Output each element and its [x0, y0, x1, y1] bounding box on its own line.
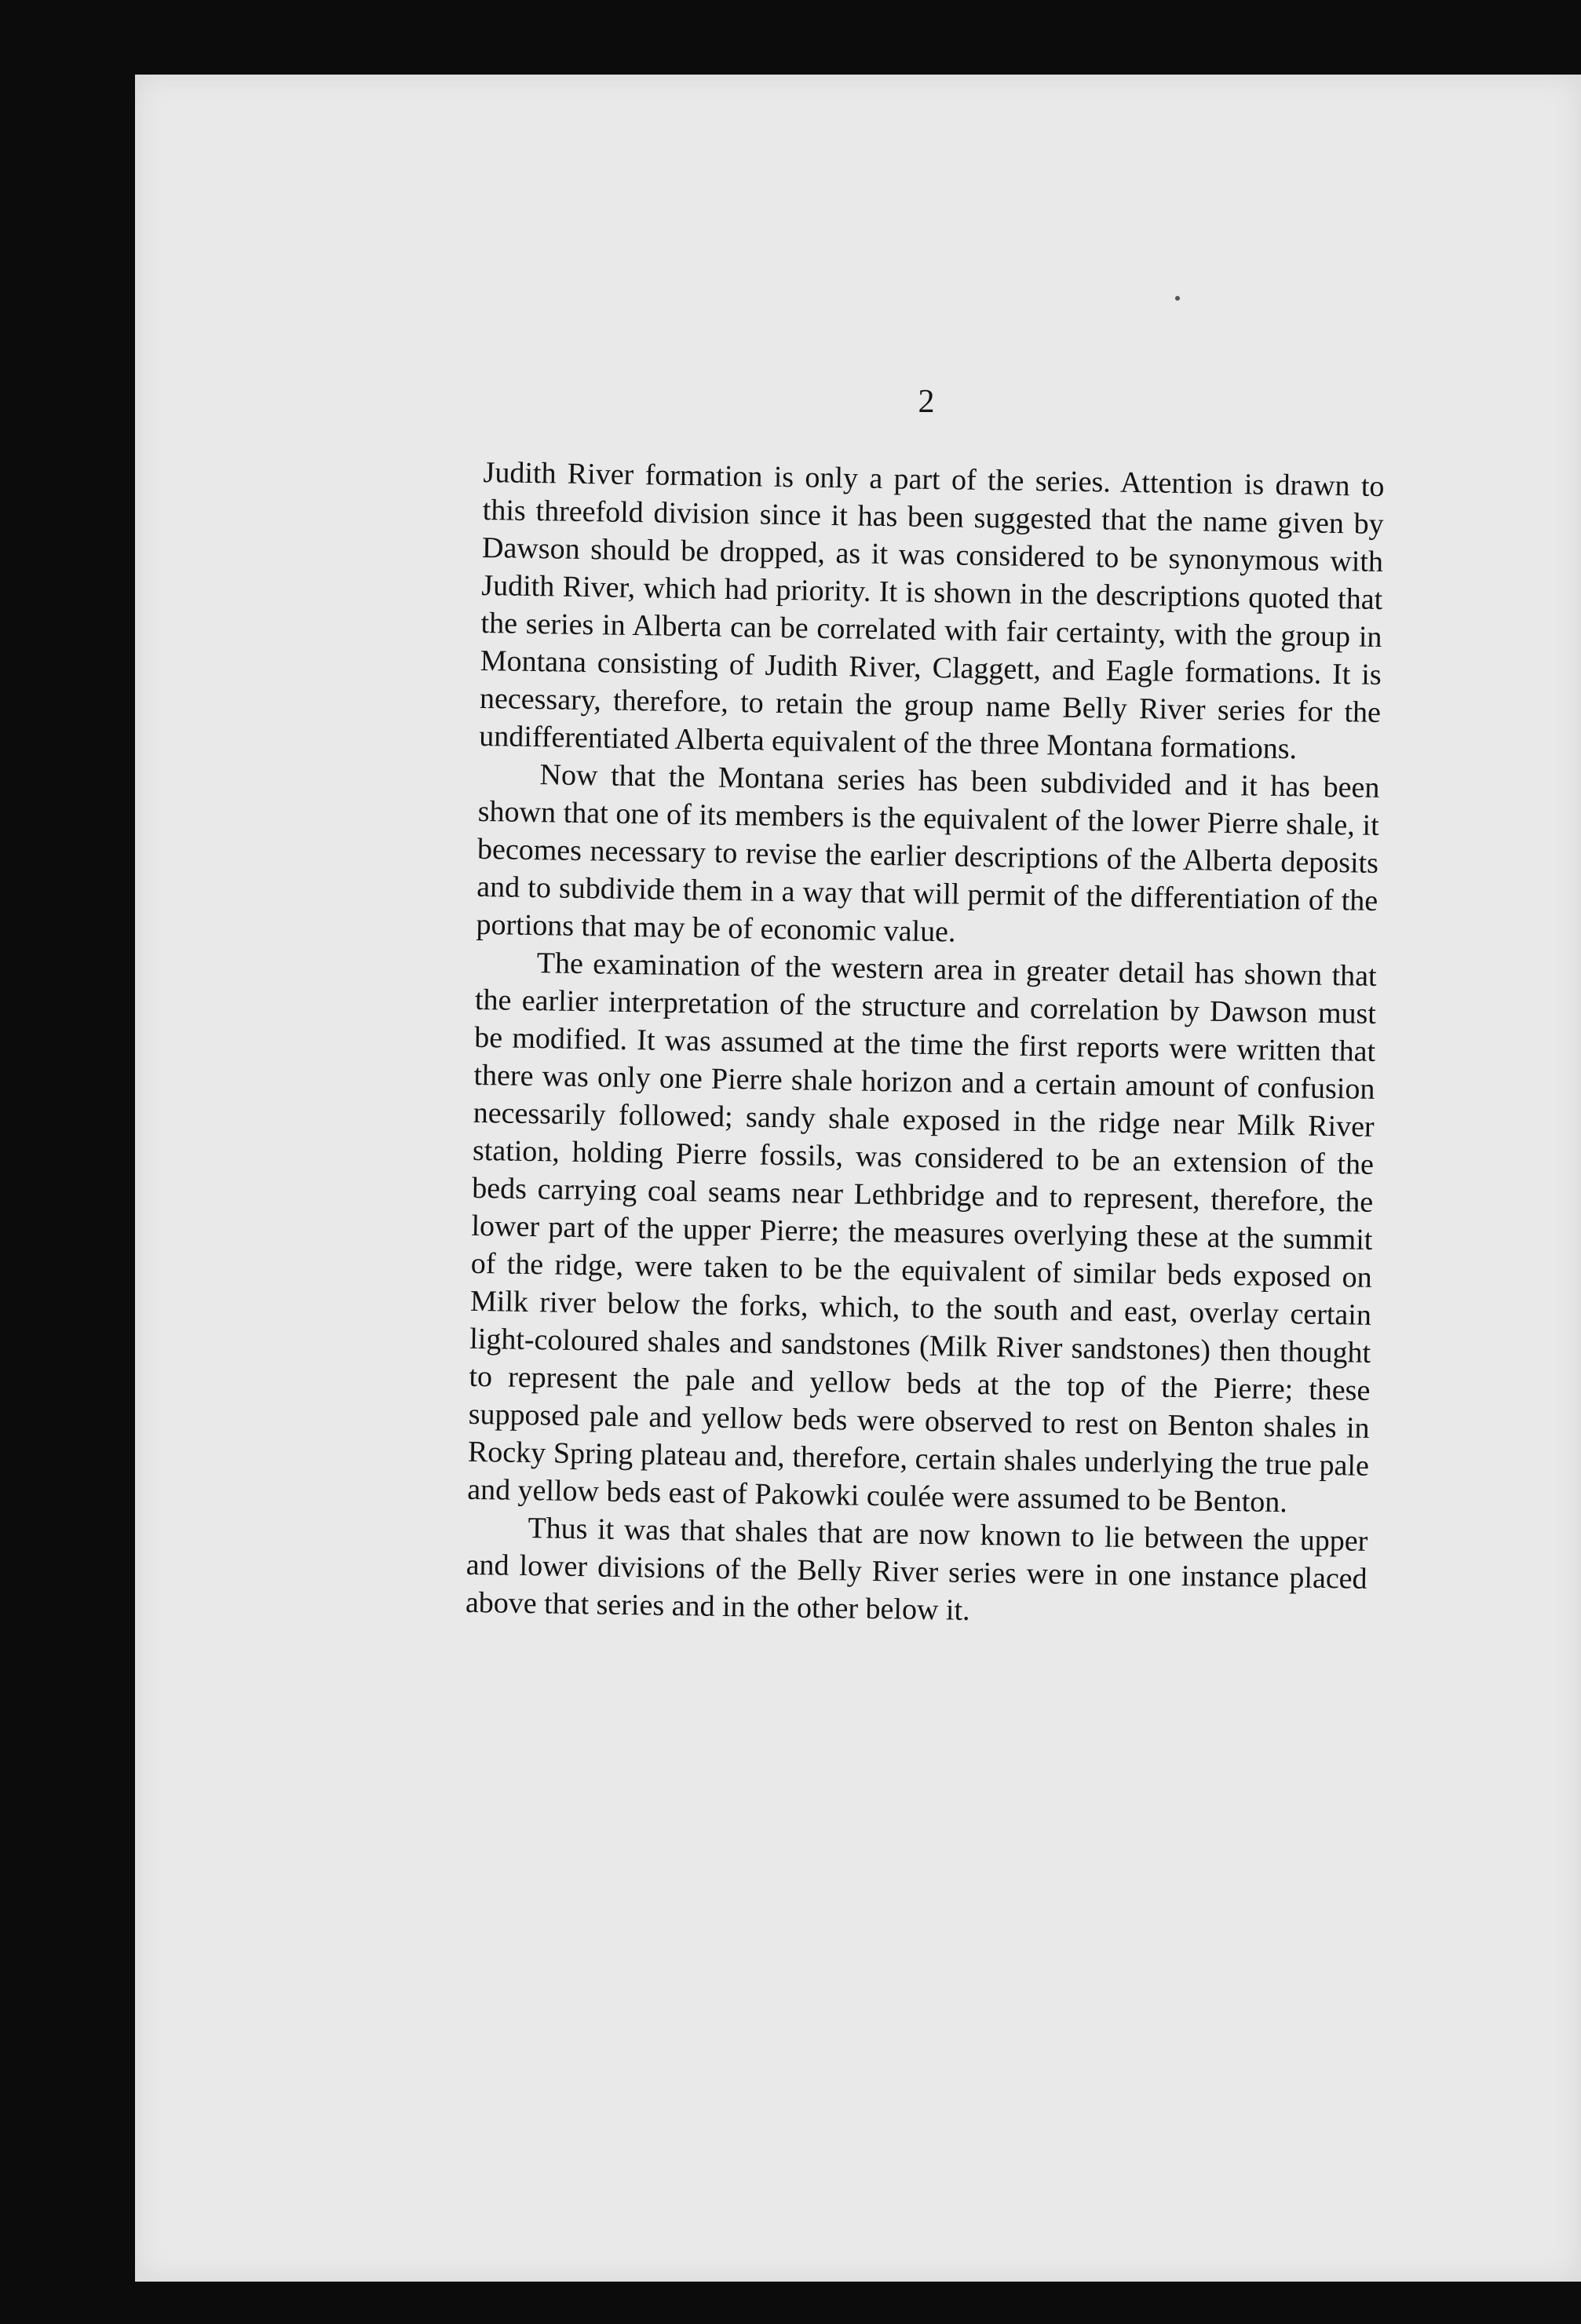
paragraph-1: Judith River formation is only a part of the series. Attention is drawn to this threefold division since it has been suggested that the name given by Dawson should be dropped, as it was considered to be synonymous with Judith River, which had priority. It is shown in the descriptions quoted that the series in Alberta can be correlated with fair certainty, with the group in Montana consisting of Judith River, Claggett, and Eagle formations. It is necessary, therefore, to retain the group name Belly River series for the undifferentiated Alberta equivalent of the three Montana formations. — [479, 455, 1385, 766]
paragraph-3: The examination of the western area in greater detail has shown that the earlier interpretation of the structure and correlation by Dawson must be modified. It was assumed at the time the first reports were written that there was only one Pierre shale horizon and a certain amount of confusion necessarily followed; sandy shale exposed in the ridge near Milk River station, holding Pierre fossils, was considered to be an extension of the beds carrying coal seams near Lethbridge and to represent, therefore, the lower part of the upper Pierre; the measures overlying these at the summit of the ridge, were taken to be the equivalent of similar beds exposed on Milk river below the forks, which, to the south and east, overlay certain light-coloured shales and sandstones (Milk River sandstones) then thought to represent the pale and yellow beds at the top of the Pierre; these supposed pale and yellow beds were observed to rest on Benton shales in Rocky Spring plateau and, therefore, certain shales underlying the true pale and yellow beds east of Pakowki coulée were assumed to be Benton. — [466, 947, 1378, 1520]
scan-speck — [1175, 296, 1180, 301]
paragraph-2: Now that the Montana series has been subdivided and it has been shown that one of its members is the equivalent of the lower Pierre shale, it becomes necessary to revise the earlier descriptions of the Alberta deposits and to subdivide them in a way that will permit of the differentiation of the portions that may be of economic value. — [476, 758, 1380, 949]
paragraph-4: Thus it was that shales that are now known to lie between the upper and lower divisions of the Belly River series were in one instance placed above that series and in the other below it. — [465, 1512, 1368, 1627]
page-number: 2 — [918, 384, 935, 420]
body-text — [466, 454, 1385, 1636]
